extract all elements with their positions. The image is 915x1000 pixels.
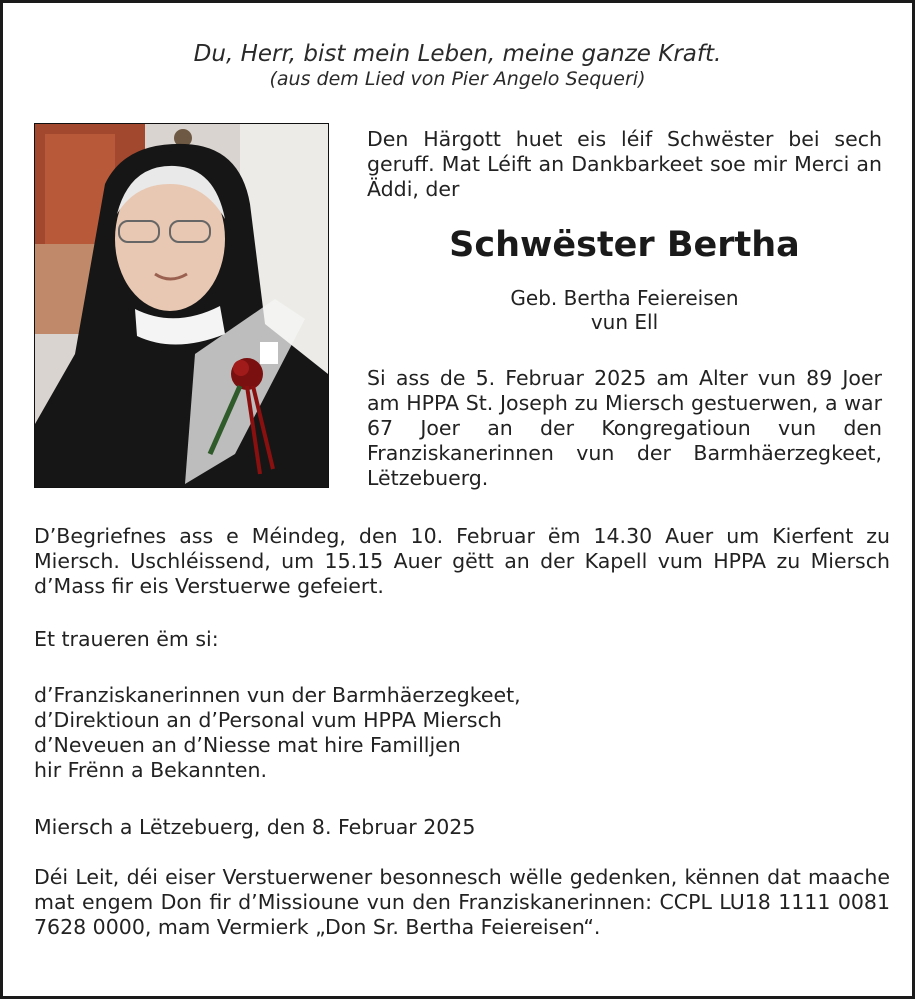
portrait-image [35, 124, 328, 487]
donation-info: Déi Leit, déi eiser Verstuerwener besonnesch wëlle gedenken, kënnen dat maache mat engem Don fir d’Missioune vun den Franziskanerinnen: CCPL LU18 1111 0081 7628 0000, mam Vermierk „Don Sr. Bertha Feiereisen“. [34, 865, 890, 939]
birth-name: Geb. Bertha Feiereisen [510, 286, 739, 310]
birth-place: vun Ell [590, 310, 659, 334]
deceased-name: Schwëster Bertha [449, 225, 800, 265]
mourner-line: d’Franziskanerinnen vun der Barmhäerzegkeet, [34, 683, 521, 707]
place-date: Miersch a Lëtzebuerg, den 8. Februar 2025 [34, 815, 476, 839]
mourners-heading: Et traueren ëm si: [34, 627, 219, 651]
birth-info [367, 286, 882, 334]
mourners-list [34, 683, 890, 783]
mourner-line: d’Direktioun an d’Personal vum HPPA Miersch [34, 708, 502, 732]
death-info: Si ass de 5. Februar 2025 am Alter vun 89 Joer am HPPA St. Joseph zu Miersch gestuerwen, a war 67 Joer an der Kongregatioun vun den Franziskanerinnen vun der Barmhäerzegkeet, Lëtzebuerg. [367, 366, 882, 490]
funeral-info: D’Begriefnes ass e Méindeg, den 10. Februar ëm 14.30 Auer um Kierfent zu Miersch. Uschléissend, um 15.15 Auer gëtt an der Kapell vum HPPA zu Miersch d’Mass fir eis Verstuerwe gefeiert. [34, 524, 890, 598]
motto [3, 41, 912, 90]
motto-text: Du, Herr, bist mein Leben, meine ganze Kraft. [193, 41, 722, 67]
portrait-photo [34, 123, 329, 488]
mourner-line: d’Neveuen an d’Niesse mat hire Familljen [34, 733, 461, 757]
intro-text: Den Härgott huet eis léif Schwëster bei sech geruff. Mat Léift an Dankbarkeet soe mir Merci an Äddi, der [367, 127, 882, 201]
mourner-line: hir Frënn a Bekannten. [34, 758, 267, 782]
motto-source: (aus dem Lied von Pier Angelo Sequeri) [269, 68, 646, 90]
